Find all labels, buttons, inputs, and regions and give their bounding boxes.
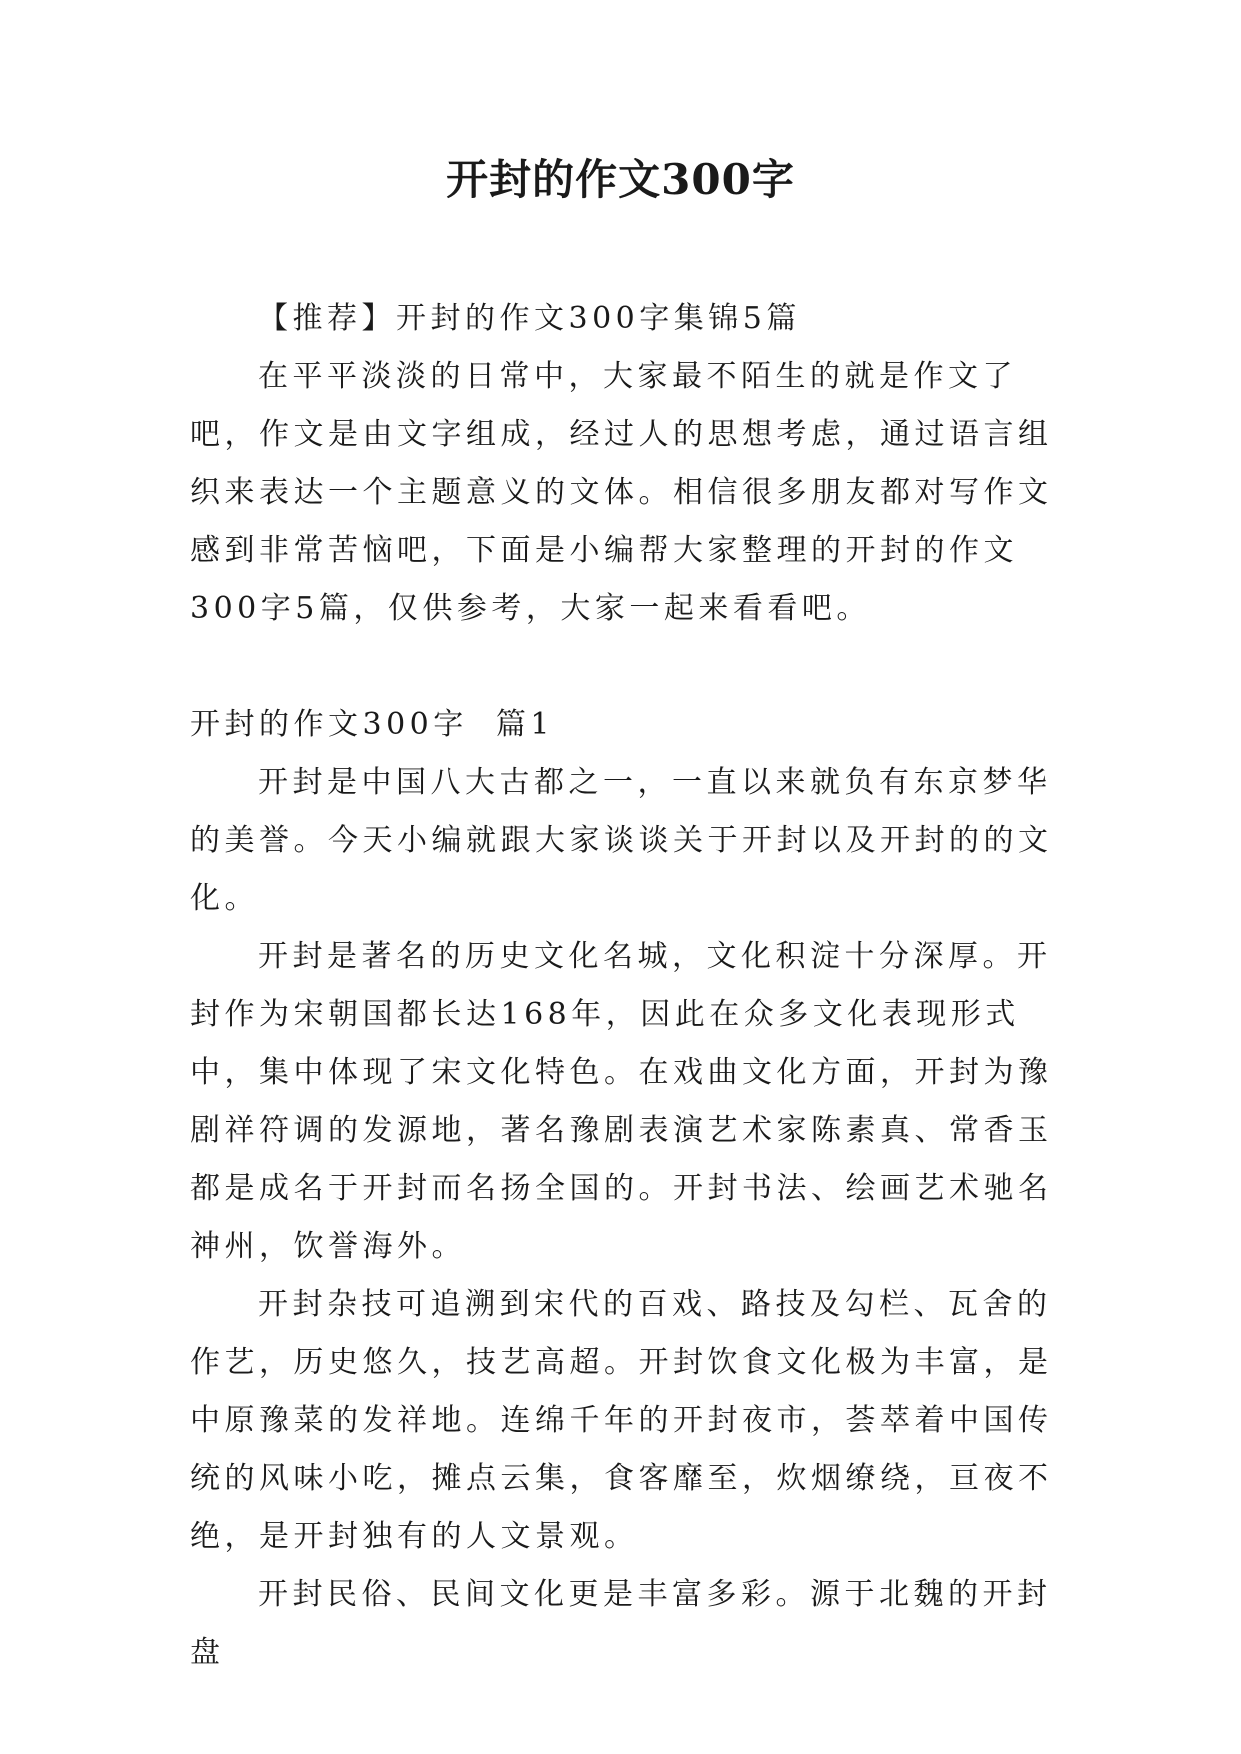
intro-paragraph: 在平平淡淡的日常中，大家最不陌生的就是作文了吧，作文是由文字组成，经过人的思想考虑，通过语言组织来表达一个主题意义的文体。相信很多朋友都对写作文感到非常苦恼吧，下面是小编帮大家整理的开封的作文300字5篇，仅供参考，大家一起来看看吧。 xyxy=(190,359,1053,626)
document-title: 开封的作文300字 xyxy=(446,155,795,204)
paragraph: 开封民俗、民间文化更是丰富多彩。源于北魏的开封盘 xyxy=(190,1577,1052,1670)
paragraph: 开封是中国八大古都之一，一直以来就负有东京梦华的美誉。今天小编就跟大家谈谈关于开封以及开封的的文化。 xyxy=(190,765,1053,916)
paragraph: 开封是著名的历史文化名城，文化积淀十分深厚。开封作为宋朝国都长达168年，因此在众多文化表现形式中，集中体现了宋文化特色。在戏曲文化方面，开封为豫剧祥符调的发源地，著名豫剧表演艺术家陈素真、常香玉都是成名于开封而名扬全国的。开封书法、绘画艺术驰名神州，饮誉海外。 xyxy=(190,939,1053,1264)
intro-heading: 【推荐】开封的作文300字集锦5篇 xyxy=(258,301,801,336)
document-body xyxy=(190,290,1060,1682)
paragraph: 开封杂技可追溯到宋代的百戏、路技及勾栏、瓦舍的作艺，历史悠久，技艺高超。开封饮食文化极为丰富，是中原豫菜的发祥地。连绵千年的开封夜市，荟萃着中国传统的风味小吃，摊点云集，食客靡至，炊烟缭绕，亘夜不绝，是开封独有的人文景观。 xyxy=(190,1287,1053,1554)
section-heading: 开封的作文300字 篇1 xyxy=(190,707,554,742)
